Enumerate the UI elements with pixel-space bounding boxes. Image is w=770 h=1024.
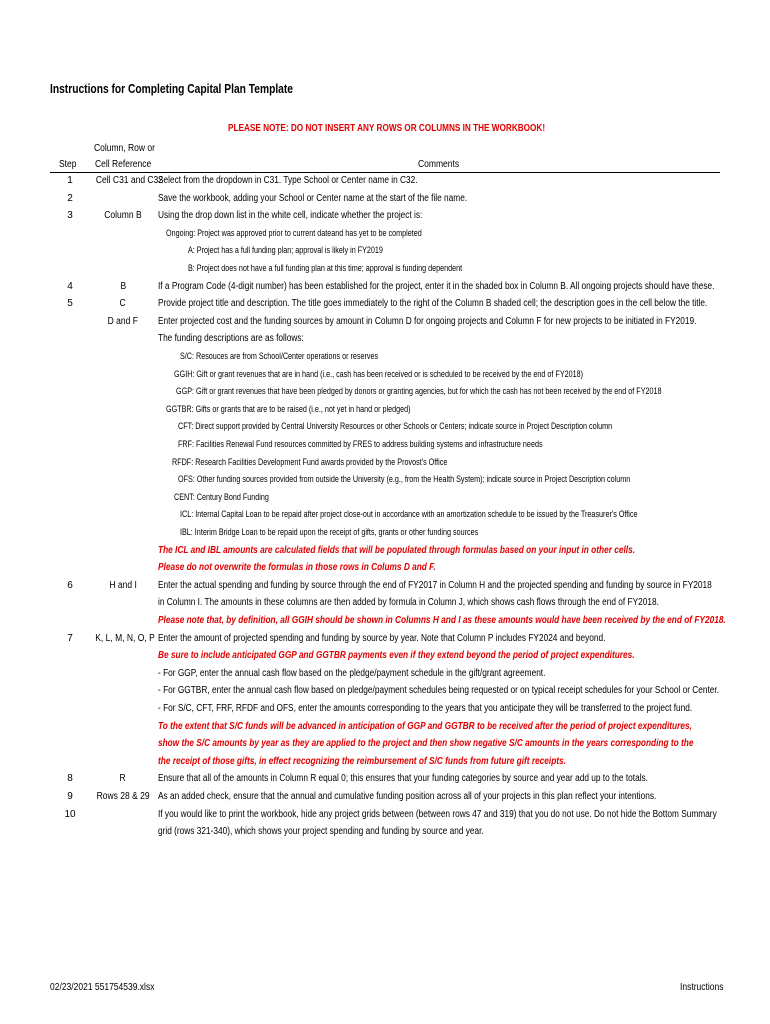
cell-reference bbox=[90, 404, 156, 415]
comment-text: CFT: Direct support provided by Central University Resources or other Schools or Centers; indicate source in Project Description column bbox=[178, 421, 613, 432]
cell-reference bbox=[90, 369, 156, 380]
comment-text: GGP: Gift or grant revenues that have been pledged by donors or granting agencies, but for which the cash has not been received by the end of FY2018 bbox=[176, 386, 662, 397]
instruction-row bbox=[0, 421, 770, 438]
instruction-row bbox=[0, 791, 770, 808]
step-number: 5 bbox=[67, 298, 73, 310]
cell-reference bbox=[90, 826, 156, 837]
cell-reference bbox=[90, 809, 156, 820]
step-number: 10 bbox=[64, 808, 76, 820]
cell-reference bbox=[90, 386, 156, 397]
step-number: 2 bbox=[67, 192, 73, 204]
instruction-row bbox=[0, 615, 770, 632]
cell-reference bbox=[90, 650, 156, 661]
comment-text: OFS: Other funding sources provided from outside the University (e.g., from the Health System); indicate source in Project Description column bbox=[178, 474, 631, 485]
comment-warning: Be sure to include anticipated GGP and GGTBR payments even if they extend beyond the period of project expenditures. bbox=[158, 650, 635, 662]
cell-reference bbox=[90, 703, 156, 714]
cell-reference bbox=[90, 298, 156, 309]
header-comments: Comments bbox=[418, 159, 460, 170]
instruction-row bbox=[0, 210, 770, 227]
cell-reference bbox=[90, 509, 156, 520]
cell-reference bbox=[90, 245, 156, 256]
comment-text: Ensure that all of the amounts in Column R equal 0; this ensures that your funding categories by source and year add up to the totals. bbox=[158, 773, 648, 785]
instruction-row bbox=[0, 809, 770, 826]
comment-warning: Please note that, by definition, all GGIH should be shown in Columns H and I as these amounts would have been received by the end of FY2018. bbox=[158, 615, 726, 626]
instruction-row bbox=[0, 369, 770, 386]
comment-text: Provide project title and description. The title goes immediately to the right of the Column B shaded cell; the description goes in the cell below the title. bbox=[158, 298, 708, 310]
comment-text: B: Project does not have a full funding plan at this time; approval is funding dependent bbox=[188, 263, 463, 273]
cell-reference bbox=[90, 228, 156, 239]
instruction-row bbox=[0, 263, 770, 280]
instruction-row bbox=[0, 316, 770, 333]
cell-reference bbox=[90, 756, 156, 767]
comment-text: - For S/C, CFT, FRF, RFDF and OFS, enter the amounts corresponding to the years that you anticipate they will be transferred to the project fund. bbox=[158, 703, 693, 714]
comment-text: grid (rows 321-340), which shows your project spending and funding by source and year. bbox=[158, 826, 484, 838]
cell-reference-text: Rows 28 & 29 bbox=[96, 791, 150, 802]
instruction-row bbox=[0, 738, 770, 755]
cell-reference bbox=[90, 263, 156, 274]
step-number: 4 bbox=[67, 280, 73, 292]
instruction-row bbox=[0, 298, 770, 315]
instruction-row bbox=[0, 826, 770, 843]
step-number: 8 bbox=[67, 773, 73, 785]
cell-reference bbox=[90, 175, 164, 186]
comment-text: Enter the actual spending and funding by source through the end of FY2017 in Column H and the projected spending and funding by source in FY2018 bbox=[158, 579, 712, 591]
instruction-row bbox=[0, 527, 770, 544]
instruction-row bbox=[0, 228, 770, 245]
header-divider bbox=[50, 172, 720, 173]
instruction-row bbox=[0, 580, 770, 597]
cell-reference bbox=[90, 281, 156, 292]
step-number: 9 bbox=[67, 791, 73, 802]
comment-text: If you would like to print the workbook, hide any project grids between (between rows 47 and 319) that you do not use. Do not hide the Bottom Summary bbox=[158, 808, 717, 820]
cell-reference-text: C bbox=[119, 298, 127, 310]
cell-reference bbox=[90, 685, 156, 696]
cell-reference bbox=[90, 791, 156, 802]
instruction-row bbox=[0, 685, 770, 702]
cell-reference bbox=[90, 527, 156, 538]
comment-text: As an added check, ensure that the annual and cumulative funding position across all of your projects in this plan reflect your intentions. bbox=[158, 791, 657, 802]
comment-text: GGTBR: Gifts or grants that are to be raised (i.e., not yet in hand or pledged) bbox=[166, 403, 411, 414]
comment-text: Enter the amount of projected spending and funding by source by year. Note that Column P includes FY2024 and beyond. bbox=[158, 632, 606, 644]
cell-reference bbox=[90, 668, 156, 679]
instruction-row bbox=[0, 386, 770, 403]
cell-reference bbox=[90, 597, 156, 608]
comment-warning: To the extent that S/C funds will be advanced in anticipation of GGP and GGTBR to be received after the period of project expenditures, bbox=[158, 720, 692, 732]
cell-reference bbox=[90, 351, 156, 362]
warning-note: PLEASE NOTE: DO NOT INSERT ANY ROWS OR COLUMNS IN THE WORKBOOK! bbox=[228, 123, 546, 134]
cell-reference-text: H and I bbox=[109, 579, 137, 591]
cell-reference-text: K, L, M, N, O, P bbox=[95, 632, 155, 644]
cell-reference-text: R bbox=[119, 773, 127, 785]
cell-reference bbox=[90, 492, 156, 503]
footer-file-info: 02/23/2021 551754539.xlsx bbox=[50, 982, 155, 993]
comment-text: Enter projected cost and the funding sources by amount in Column D for ongoing projects and Column F for new projects to be initiated in FY2019. bbox=[158, 315, 697, 327]
instruction-row bbox=[0, 562, 770, 579]
header-col-ref-line1: Column, Row or bbox=[94, 143, 155, 154]
instruction-row bbox=[0, 668, 770, 685]
cell-reference bbox=[90, 633, 156, 644]
comment-text: FRF: Facilities Renewal Fund resources committed by FRES to address building systems and infrastructure needs bbox=[178, 439, 543, 449]
cell-reference bbox=[90, 457, 156, 468]
header-step: Step bbox=[59, 159, 77, 170]
cell-reference bbox=[90, 615, 156, 626]
cell-reference-text: Cell C31 and C32 bbox=[95, 175, 164, 186]
instruction-row bbox=[0, 492, 770, 509]
instruction-row bbox=[0, 509, 770, 526]
comment-text: The funding descriptions are as follows: bbox=[158, 333, 304, 345]
cell-reference-text: D and F bbox=[107, 315, 139, 327]
comment-text: RFDF: Research Facilities Development Fund awards provided by the Provost's Office bbox=[172, 456, 448, 467]
cell-reference bbox=[90, 773, 156, 784]
comment-text: Save the workbook, adding your School or Center name at the start of the file name. bbox=[158, 192, 468, 204]
comment-text: in Column I. The amounts in these columns are then added by formula in Column J, which shows cash flows through the end of FY2018. bbox=[158, 597, 659, 609]
cell-reference bbox=[90, 474, 156, 485]
instruction-row bbox=[0, 333, 770, 350]
instruction-row bbox=[0, 193, 770, 210]
instruction-row bbox=[0, 650, 770, 667]
cell-reference bbox=[90, 421, 156, 432]
step-number: 7 bbox=[67, 632, 73, 644]
cell-reference bbox=[90, 439, 156, 450]
cell-reference bbox=[90, 193, 156, 204]
cell-reference bbox=[90, 210, 156, 221]
page-title: Instructions for Completing Capital Plan Template bbox=[50, 82, 293, 96]
instruction-row bbox=[0, 175, 770, 192]
comment-text: Select from the dropdown in C31. Type School or Center name in C32. bbox=[158, 175, 418, 186]
instruction-row bbox=[0, 721, 770, 738]
comment-warning: the receipt of those gifts, in effect recognizing the reimbursement of S/C funds from future gift receipts. bbox=[158, 755, 566, 767]
header-col-ref-line2: Cell Reference bbox=[95, 159, 152, 170]
comment-text: - For GGTBR, enter the annual cash flow based on pledge/payment schedules being requested or on typical receipt schedules for your School or Center. bbox=[158, 685, 720, 697]
comment-text: If a Program Code (4-digit number) has been established for the project, enter it in the shaded box in Column B. All ongoing projects should have these. bbox=[158, 280, 715, 292]
instruction-row bbox=[0, 245, 770, 262]
instruction-row bbox=[0, 457, 770, 474]
cell-reference bbox=[90, 562, 156, 573]
cell-reference bbox=[90, 545, 156, 556]
instruction-row bbox=[0, 404, 770, 421]
comment-warning: show the S/C amounts by year as they are applied to the project and then show negative S/C amounts in the years corresponding to the bbox=[158, 738, 694, 750]
instruction-row bbox=[0, 703, 770, 720]
instruction-row bbox=[0, 633, 770, 650]
cell-reference bbox=[90, 333, 156, 344]
instruction-row bbox=[0, 756, 770, 773]
comment-text: ICL: Internal Capital Loan to be repaid after project close-out in accordance with an amortization schedule to be issued by the Treasurer's Office bbox=[180, 509, 638, 520]
instruction-row bbox=[0, 351, 770, 368]
instruction-row bbox=[0, 545, 770, 562]
step-number: 3 bbox=[67, 210, 73, 222]
instruction-row bbox=[0, 281, 770, 298]
comment-text: A: Project has a full funding plan; approval is likely in FY2019 bbox=[188, 245, 383, 256]
instruction-row bbox=[0, 439, 770, 456]
cell-reference bbox=[90, 580, 156, 591]
comment-warning: Please do not overwrite the formulas in those rows in Colums D and F. bbox=[158, 562, 436, 574]
instruction-row bbox=[0, 474, 770, 491]
comment-text: - For GGP, enter the annual cash flow based on the pledge/payment schedule in the gift/grant agreement. bbox=[158, 667, 546, 679]
cell-reference bbox=[90, 738, 156, 749]
comment-text: Ongoing: Project was approved prior to current dateand has yet to be completed bbox=[166, 227, 422, 238]
comment-text: Using the drop down list in the white cell, indicate whether the project is: bbox=[158, 210, 423, 222]
comment-text: IBL: Interim Bridge Loan to be repaid upon the receipt of gifts, grants or other funding sources bbox=[180, 527, 479, 537]
comment-text: CENT: Century Bond Funding bbox=[174, 491, 269, 502]
comment-text: S/C: Resouces are from School/Center operations or reserves bbox=[180, 351, 379, 361]
cell-reference bbox=[90, 721, 156, 732]
step-number: 6 bbox=[67, 579, 73, 591]
instruction-row bbox=[0, 773, 770, 790]
instruction-row bbox=[0, 597, 770, 614]
cell-reference-text: Column B bbox=[104, 210, 142, 222]
cell-reference bbox=[90, 316, 156, 327]
step-number: 1 bbox=[67, 175, 73, 186]
footer-sheet-name: Instructions bbox=[680, 982, 724, 993]
comment-warning: The ICL and IBL amounts are calculated fields that will be populated through formulas based on your input in other cells. bbox=[158, 544, 636, 556]
cell-reference-text: B bbox=[120, 280, 126, 292]
comment-text: GGIH: Gift or grant revenues that are in hand (i.e., cash has been received or is scheduled to be received by the end of FY2018) bbox=[174, 368, 584, 379]
